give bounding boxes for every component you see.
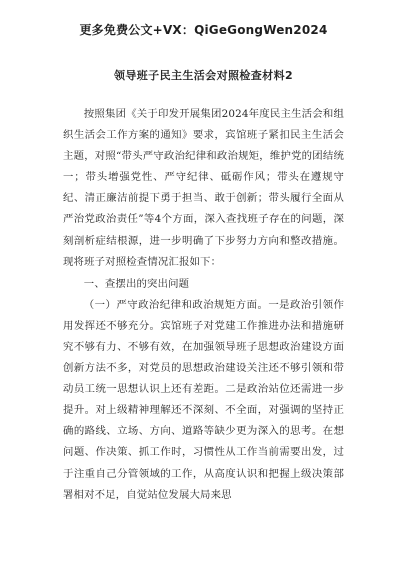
section-heading: 一、查摆出的突出问题 bbox=[83, 277, 190, 290]
header-banner: 更多免费公文+VX：QiGeGongWen2024 bbox=[79, 23, 328, 37]
section-paragraph: （一）严守政治纪律和政治规矩方面。一是政治引领作用发挥还不够充分。宾馆班子对党建工作推进办法和措施研究不够有力、不够有效，在加强领导班子思想政治建设方面创新方法不多，对党员的思想政治建设关注还不够引领和带动员工统一思想认识上还有差距。二是政治站位还需进一步提升。对上级精神理解还不深刻、不全面，对强调的坚持正确的路线、立场、方向、道路等缺少更为深入的思考。在想问题、作决策、抓工作时，习惯性从工作当前需要出发，过于注重自己分管领域的工作，从高度认识和把握上级决策部署相对不足，自觉站位发展大局来思 bbox=[63, 298, 344, 501]
document-title: 领导班子民主生活会对照检查材料2 bbox=[113, 69, 294, 82]
intro-paragraph: 按照集团《关于印发开展集团2024年度民主生活会和组织生活会工作方案的通知》要求，宾馆班子紧扣民主生活会主题，对照“带头严守政治纪律和政治规矩，维护党的团结统一；带头增强党性、严守纪律、砥砺作风；带头在遵规守纪、清正廉洁前提下勇于担当、敢于创新；带头履行全面从严治党政治责任”等4个方面，深入查找班子存在的问题，深刻剖析症结根源，进一步明确了下步努力方向和整改措施。现将班子对照检查情况汇报如下： bbox=[63, 108, 344, 268]
